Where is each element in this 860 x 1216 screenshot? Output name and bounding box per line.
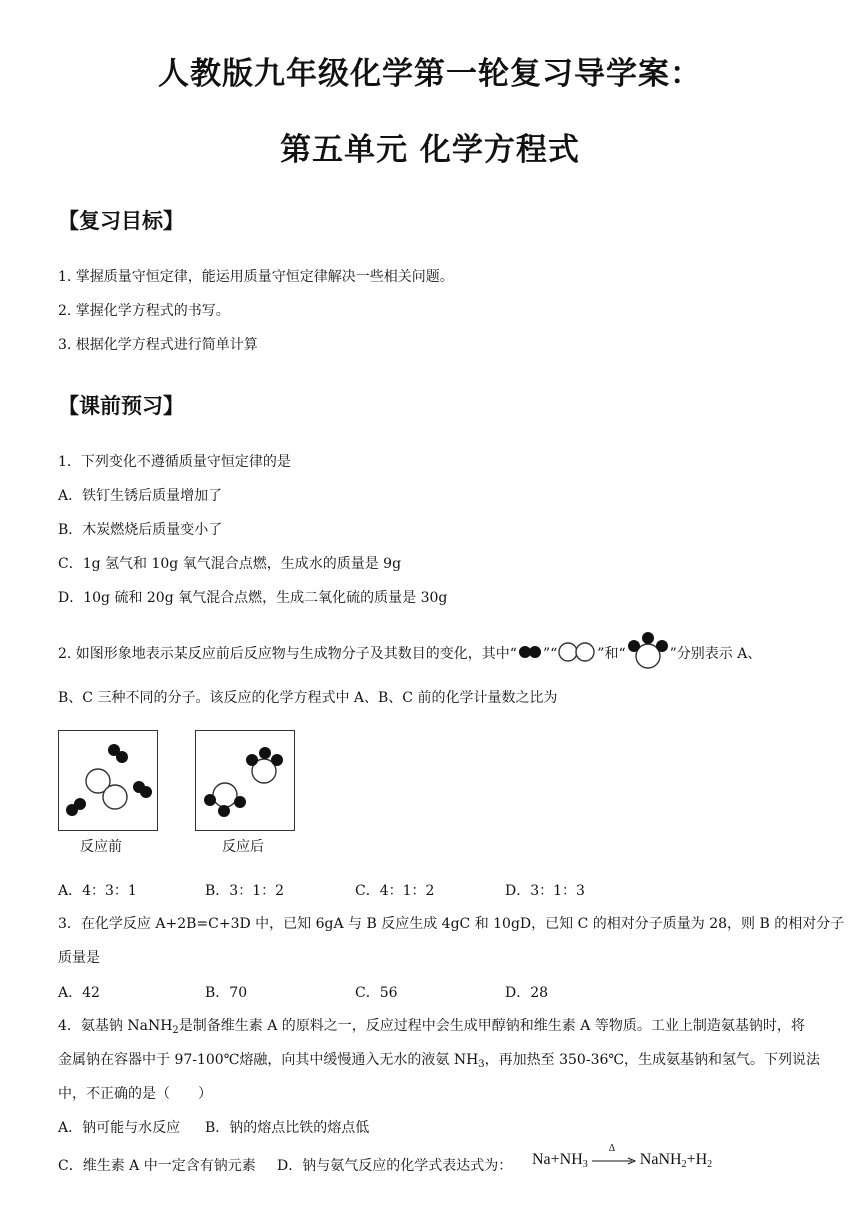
q3-option-b: B．70 xyxy=(205,985,248,1001)
figure-after-reaction xyxy=(195,730,295,831)
q2-stem-line-2: B、C 三种不同的分子。该反应的化学方程式中 A、B、C 前的化学计量数之比为 xyxy=(58,690,558,706)
q2-option-d: D．3：1：3 xyxy=(505,883,585,899)
q3-stem-line-1: 3．在化学反应 A+2B=C+3D 中，已知 6gA 与 B 反应生成 4gC 和 10gD，已知 C 的相对分子质量为 28，则 B 的相对分子 xyxy=(58,916,845,932)
q1-option-b: B．木炭燃烧后质量变小了 xyxy=(58,522,223,538)
q3-option-c: C．56 xyxy=(355,985,398,1001)
goal-3: 3. 根据化学方程式进行简单计算 xyxy=(58,337,258,353)
q1-option-d: D．10g 硫和 20g 氧气混合点燃，生成二氧化硫的质量是 30g xyxy=(58,590,448,606)
q4-stem-line-1: 4．氨基钠 NaNH$_2$是制备维生素 A 的原料之一，反应过程中会生成甲醇钠和维生素 A 等物质。工业上制造氨基钠时，将 xyxy=(58,1018,805,1036)
q2-option-b: B．3：1：2 xyxy=(205,883,285,899)
section-goals-heading: 【复习目标】 xyxy=(58,209,184,233)
goal-1: 1. 掌握质量守恒定律，能运用质量守恒定律解决一些相关问题。 xyxy=(58,269,454,285)
title-line-1: 人教版九年级化学第一轮复习导学案： xyxy=(158,56,702,92)
label-after-reaction: 反应后 xyxy=(222,839,264,855)
q3-option-d: D．28 xyxy=(505,985,549,1001)
q1-option-a: A．铁钉生锈后质量增加了 xyxy=(58,488,223,504)
q1-option-c: C．1g 氢气和 10g 氧气混合点燃，生成水的质量是 9g xyxy=(58,556,402,572)
section-preview-heading: 【课前预习】 xyxy=(58,394,184,418)
q1-stem: 1．下列变化不遵循质量守恒定律的是 xyxy=(58,454,291,470)
q2-option-c: C．4：1：2 xyxy=(355,883,435,899)
q2-option-a: A．4：3：1 xyxy=(58,883,137,899)
q4-stem-line-2: 金属钠在容器中于 97-100℃熔融，向其中缓慢通入无水的液氨 $NH_3$，再加热至 350-36℃，生成氨基钠和氢气。下列说法 xyxy=(58,1052,821,1070)
q4-stem-line-3: 中，不正确的是（ ） xyxy=(58,1086,212,1102)
q3-option-a: A．42 xyxy=(58,985,100,1001)
q4-option-c: C．维生素 A 中一定含有钠元素 xyxy=(58,1158,256,1174)
title-line-2: 第五单元 化学方程式 xyxy=(280,132,580,168)
figure-before-reaction xyxy=(58,730,158,831)
goal-2: 2. 掌握化学方程式的书写。 xyxy=(58,303,230,319)
q2-stem-line-1: 2. 如图形象地表示某反应前后反应物与生成物分子及其数目的变化，其中“ ”“ ”和“ ”分别表示 A、 xyxy=(58,632,761,676)
q4-option-b: B．钠的熔点比铁的熔点低 xyxy=(205,1120,370,1136)
label-before-reaction: 反应前 xyxy=(80,839,122,855)
q4-option-d: D．钠与氨气反应的化学式表达式为： xyxy=(277,1158,513,1174)
reaction-arrow-icon: Δ xyxy=(592,1153,636,1167)
q3-stem-line-2: 质量是 xyxy=(58,950,100,966)
molecule-c-icon xyxy=(626,632,670,676)
molecule-b-icon xyxy=(557,641,597,667)
q4-equation: $Na+NH_3$ Δ $NaNH_2+H_2$ xyxy=(532,1143,713,1170)
q4-option-a: A．钠可能与水反应 xyxy=(58,1120,181,1136)
molecule-a-icon xyxy=(517,644,543,664)
